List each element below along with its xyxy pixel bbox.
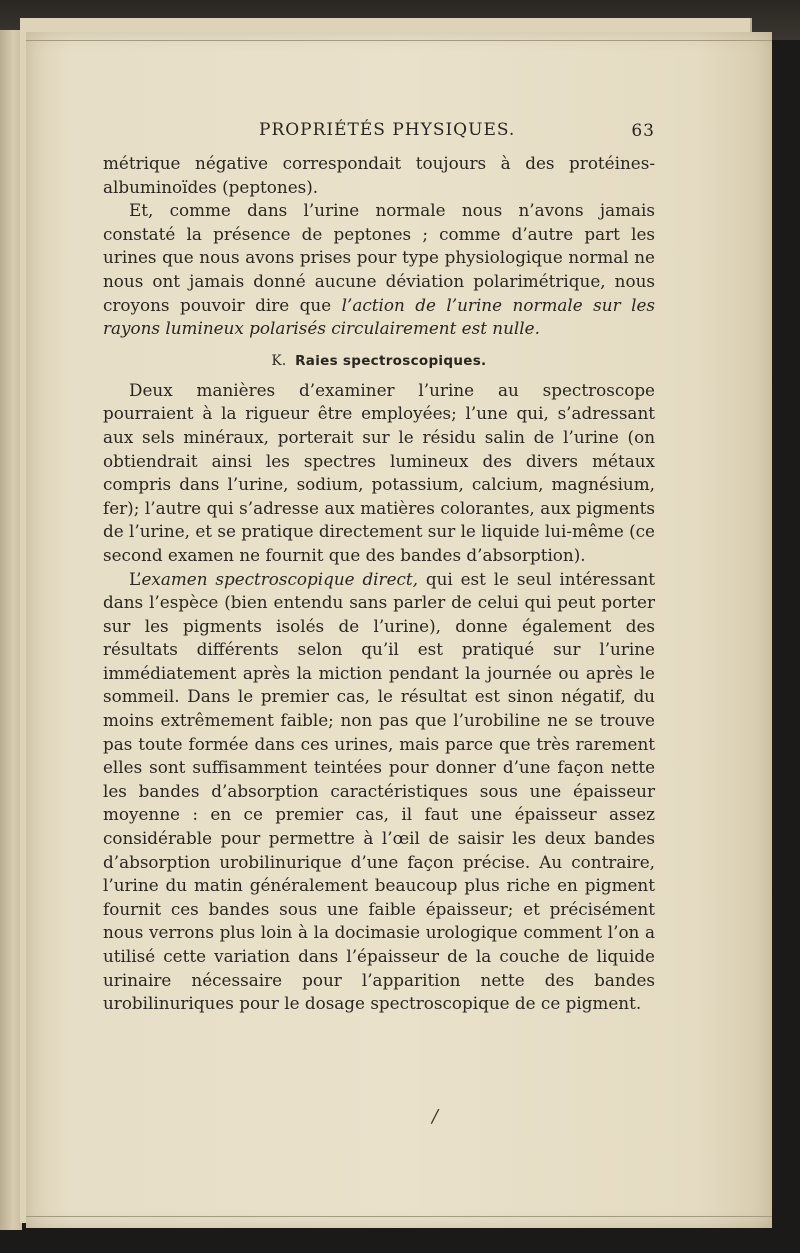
page-edge-line-top <box>26 40 772 41</box>
section-title: Raies spectroscopiques. <box>295 352 487 369</box>
paragraph-direct-rest: qui est le seul intéressant dans l’espèce (bien entendu sans parler de celui qui peut porter sur les pigments isolés de l’urine), donne également des résultats différents selon qu’il est pratiqué sur l’urine immédiatement après la miction pendant la journée ou après le sommeil. Dans le premier cas, le résultat est sinon négatif, du moins extrêmement faible; non pas que l’urobiline ne se trouve pas toute formée dans ces urines, mais parce que très rarement elles sont suffisamment teintées pour donner d’une façon nette les bandes d’absorption caractéristiques sous une épaisseur moyenne : en ce premier cas, il faut une épaisseur assez considérable pour permettre à l’œil de saisir les deux bandes d’absorption urobilinurique d’une façon précise. Au contraire, l’urine du matin généralement beaucoup plus riche en pigment fournit ces bandes sous une faible épaisseur; et précisément nous verrons plus loin à la docimasie urologique comment l’on a utilisé cette variation dans l’épaisseur de la couche de liquide urinaire nécessaire pour l’apparition nette des bandes urobilinuriques pour le dosage spectroscopique de ce pigment. <box>103 568 655 1014</box>
paragraph-polarimetry-text: Et, comme dans l’urine normale nous n’avons jamais constaté la présence de peptones ; comme d’autre part les urines que nous avons prises pour type physiologique normal ne nous ont jamais donné aucune déviation polarimétrique, nous croyons pouvoir dire que <box>103 200 655 315</box>
page-text-block <box>103 120 655 1016</box>
paragraph-polarimetry <box>103 199 655 341</box>
stray-pencil-mark: / <box>432 1106 439 1127</box>
page-edge-line-bottom <box>26 1216 772 1217</box>
section-number: K. <box>271 352 287 369</box>
section-heading <box>103 353 655 369</box>
paragraph-polarimetry-conclusion: l’action de l’urine normale sur les rayons lumineux polarisés circulairement est nulle. <box>103 294 655 339</box>
paragraph-continuation: métrique négative correspondait toujours à des protéines-albuminoïdes (peptones). <box>103 153 655 197</box>
page-number: 63 <box>631 121 655 141</box>
paragraph-two-methods: Deux manières d’examiner l’urine au spectroscope pourraient à la rigueur être employées; l’une qui, s’adressant aux sels minéraux, porterait sur le résidu salin de l’urine (on obtiendrait ainsi les spectres lumineux des divers métaux compris dans l’urine, sodium, potassium, calcium, magnésium, fer); l’autre qui s’adresse aux matières colorantes, aux pigments de l’urine, et se pratique directement sur le liquide lui-même (ce second examen ne fournit que des bandes d’absorption). <box>103 379 655 565</box>
running-title: PROPRIÉTÉS PHYSIQUES. <box>259 120 516 140</box>
book-left-edge <box>0 30 22 1230</box>
running-header <box>103 120 655 152</box>
paragraph-direct-examination <box>103 568 655 1016</box>
paragraph-direct-start: L’ <box>129 568 142 589</box>
paragraph-direct-italic: examen spectroscopique direct, <box>141 568 418 589</box>
